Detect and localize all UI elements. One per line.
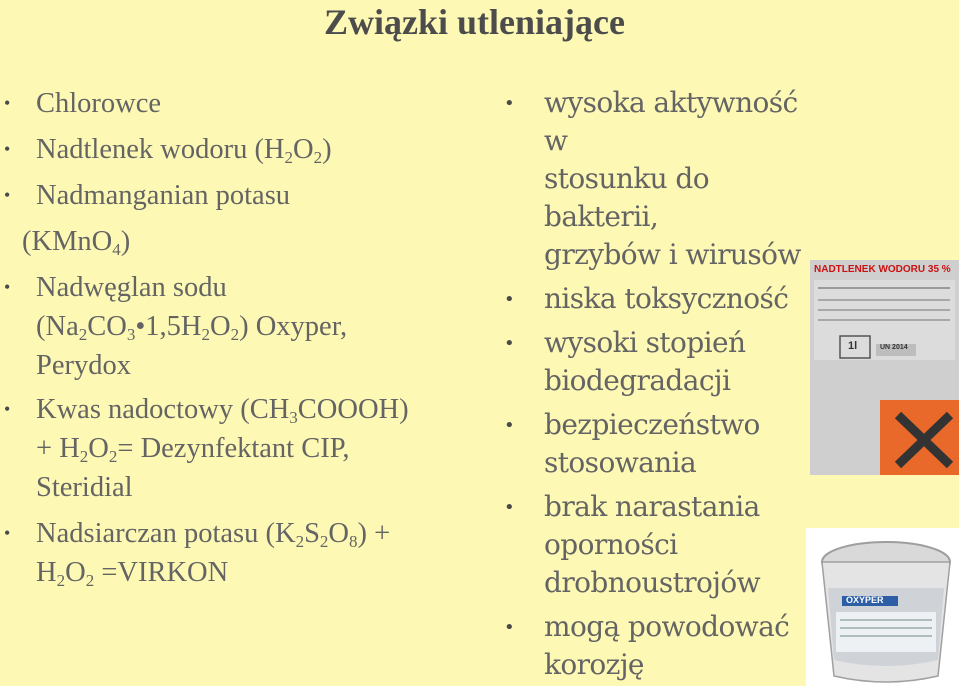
property-item-text: korozję bbox=[544, 648, 644, 681]
property-item bbox=[504, 324, 816, 400]
oxidizer-item-text: Steridial bbox=[36, 472, 133, 503]
bullet-icon: • bbox=[4, 523, 11, 543]
label-volume: 1l bbox=[848, 340, 858, 352]
oxidizer-item-text: Chlorowce bbox=[36, 88, 162, 119]
property-item-text: oporności bbox=[544, 528, 678, 561]
bullet-icon: • bbox=[4, 139, 11, 159]
oxidizer-item bbox=[0, 176, 510, 215]
property-item bbox=[504, 84, 816, 274]
bullet-icon: • bbox=[4, 93, 11, 113]
property-item-text: bezpieczeństwo bbox=[544, 408, 760, 441]
oxidizer-item-text: Perydox bbox=[36, 350, 131, 381]
bullet-icon: • bbox=[504, 497, 515, 518]
product-label-photo bbox=[810, 260, 959, 475]
property-item bbox=[504, 608, 816, 684]
oxidizer-item-text: + $H_2O_2=$ Dezynfektant CIP, bbox=[36, 433, 350, 466]
bullet-icon: • bbox=[4, 399, 11, 419]
oxyper-bucket-photo bbox=[806, 528, 959, 686]
oxidizer-item-text: (KMnO$_4$) bbox=[22, 226, 131, 259]
bullet-icon: • bbox=[4, 277, 11, 297]
oxidizer-item bbox=[0, 514, 510, 592]
oxidizer-item-text: Kwas nadoctowy $(CH_3COOOH)$ bbox=[36, 394, 409, 427]
properties-list bbox=[504, 84, 816, 684]
oxidizer-item bbox=[0, 268, 510, 385]
bullet-icon: • bbox=[504, 617, 515, 638]
bullet-icon: • bbox=[504, 289, 515, 310]
property-item-text: grzybów i wirusów bbox=[544, 238, 801, 271]
bullet-icon: • bbox=[4, 185, 11, 205]
bullet-icon: • bbox=[504, 333, 515, 354]
oxidizer-item bbox=[0, 390, 510, 507]
property-item bbox=[504, 488, 816, 602]
oxidizer-item-text: $(Na_2CO_3•1,5H_2O_2)$ Oxyper, bbox=[36, 311, 348, 344]
property-item bbox=[504, 406, 816, 482]
property-item-text: brak narastania bbox=[544, 490, 760, 523]
oxidizer-item-text: Nadmanganian potasu bbox=[36, 180, 291, 211]
property-item-text: stosunku do bakterii, bbox=[544, 162, 709, 233]
property-item-text: niska toksyczność bbox=[544, 282, 789, 315]
property-item-text: stosowania bbox=[544, 446, 697, 479]
property-item bbox=[504, 280, 816, 318]
oxidizer-item bbox=[0, 130, 510, 169]
label-un-code: UN 2014 bbox=[880, 344, 908, 351]
property-item-text: wysoka aktywność w bbox=[544, 86, 798, 157]
oxidizer-item-text: Nadwęglan sodu bbox=[36, 272, 227, 303]
property-item-text: biodegradacji bbox=[544, 364, 731, 397]
property-item-text: wysoki stopień bbox=[544, 326, 746, 359]
oxidizer-item-text: Nadsiarczan potasu $(K_2S_2O_8)$ + bbox=[36, 518, 391, 551]
bullet-icon: • bbox=[504, 93, 515, 114]
oxidizer-item-text: $H_2O_2$ =VIRKON bbox=[36, 557, 229, 590]
oxidizer-item-text: Nadtlenek wodoru $(H_2O_2)$ bbox=[36, 134, 332, 167]
label-heading: NADTLENEK WODORU 35 % bbox=[814, 264, 951, 275]
bullet-icon: • bbox=[504, 415, 515, 436]
property-item-text: drobnoustrojów bbox=[544, 566, 760, 599]
oxidizer-item bbox=[0, 222, 510, 261]
bucket-brand: OXYPER bbox=[846, 595, 884, 605]
property-item-text: mogą powodować bbox=[544, 610, 790, 643]
oxidizer-item bbox=[0, 84, 510, 123]
oxidizers-list bbox=[0, 84, 510, 592]
slide-title: Związki utleniające bbox=[324, 2, 625, 42]
